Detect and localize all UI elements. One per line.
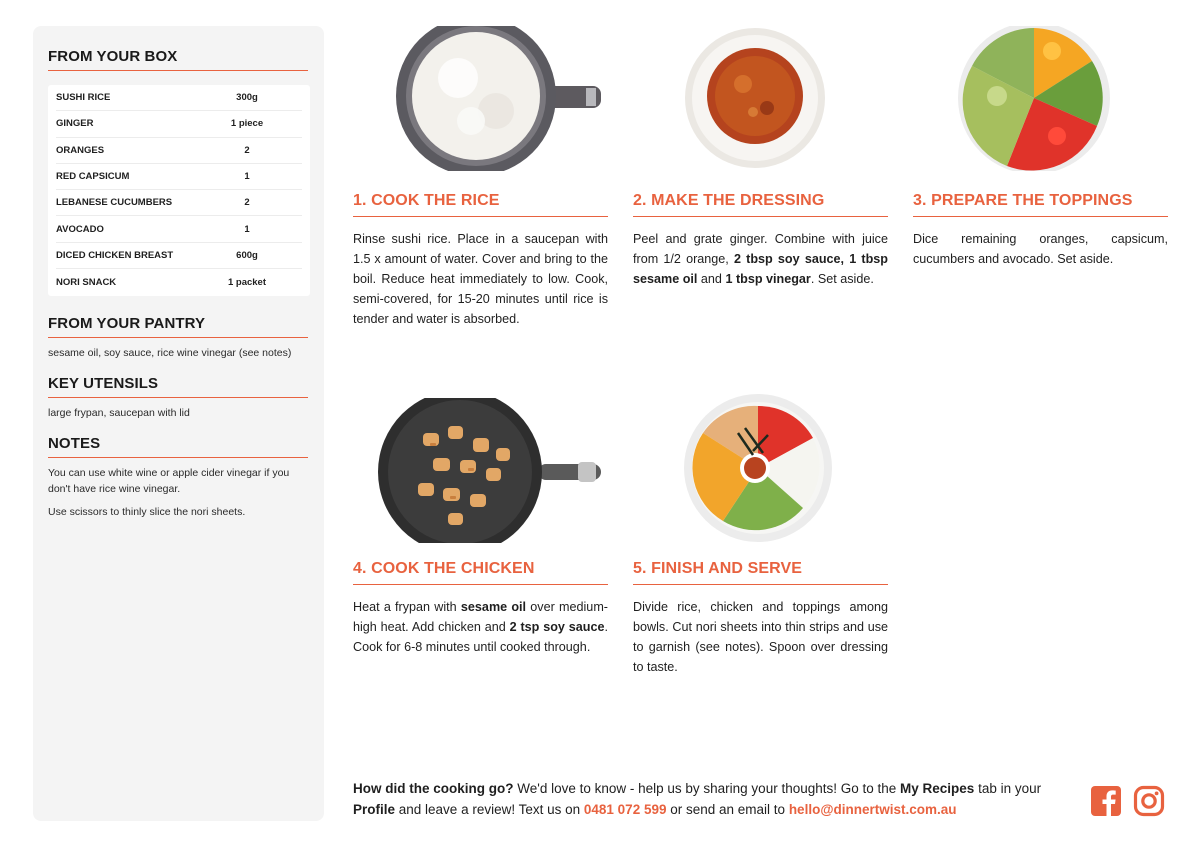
footer-text: or send an email to: [666, 802, 789, 817]
ingredient-name: AVOCADO: [56, 223, 104, 235]
note-item: Use scissors to thinly slice the nori sheets.: [48, 506, 246, 519]
step-text-run: Peel and grate ginger. Combine with juice from 1/2 orange,: [633, 232, 888, 266]
note-item: You can use white wine or apple cider vinegar if you don't have rice wine vinegar.: [48, 467, 290, 496]
ingredient-qty: 300g: [236, 92, 258, 104]
key-utensils-heading: KEY UTENSILS: [48, 375, 308, 398]
step-3: [913, 192, 1168, 269]
ingredient-name: NORI SNACK: [56, 277, 117, 289]
step-text-run: and: [697, 272, 726, 286]
step-1-title: 1. COOK THE RICE: [353, 192, 608, 217]
ingredient-name: DICED CHICKEN BREAST: [56, 249, 174, 261]
step-2: [633, 192, 888, 289]
table-row: [56, 138, 302, 164]
step-text-run: Divide rice, chicken and toppings among bowls. Cut nori sheets into thin strips and use to garnish (see notes). Spoon over dressing to taste.: [633, 600, 888, 674]
table-row: [56, 269, 302, 296]
ingredient-name: ORANGES: [56, 144, 105, 156]
step-4-text: [353, 597, 608, 657]
step-text-bold: 2 tsp soy sauce: [509, 620, 605, 634]
ingredient-qty: 2: [244, 144, 250, 156]
step-4: [353, 560, 608, 657]
chicken-frypan-photo: [378, 398, 601, 543]
rice-saucepan-photo: [396, 26, 601, 171]
ingredient-qty: 2: [244, 197, 250, 209]
finished-bowl-photo: [683, 393, 833, 543]
ingredient-qty: 1: [244, 223, 250, 235]
step-text-run: Heat a frypan with: [353, 600, 461, 614]
step-text-run: . Set aside.: [810, 272, 874, 286]
table-row: [56, 243, 302, 269]
step-5: [633, 560, 888, 677]
utensils-text: large frypan, saucepan with lid: [48, 407, 190, 420]
ingredient-name: RED CAPSICUM: [56, 171, 130, 183]
review-footer: [353, 778, 1073, 820]
from-your-box-heading: FROM YOUR BOX: [48, 48, 308, 71]
step-1: [353, 192, 608, 329]
ingredient-qty: 1: [244, 171, 250, 183]
step-text-run: over medium-high heat. Add chicken and: [353, 600, 608, 634]
dressing-bowl-photo: [683, 26, 828, 171]
email-link[interactable]: hello@dinnertwist.com.au: [788, 802, 957, 817]
table-row: [56, 216, 302, 242]
step-2-title: 2. MAKE THE DRESSING: [633, 192, 888, 217]
table-row: [56, 111, 302, 137]
footer-question: How did the cooking go?: [353, 781, 514, 796]
profile-link[interactable]: Profile: [353, 802, 396, 817]
ingredient-name: LEBANESE CUCUMBERS: [56, 197, 173, 209]
ingredients-sidebar: [33, 26, 324, 821]
step-3-title: 3. PREPARE THE TOPPINGS: [913, 192, 1168, 217]
table-row: [56, 164, 302, 190]
step-text-run: Dice remaining oranges, capsicum, cucumbers and avocado. Set aside.: [913, 232, 1168, 266]
my-recipes-link[interactable]: My Recipes: [900, 781, 975, 796]
ingredients-table: [48, 85, 310, 296]
phone-link[interactable]: 0481 072 599: [583, 802, 667, 817]
from-your-pantry-heading: FROM YOUR PANTRY: [48, 315, 308, 338]
table-row: [56, 85, 302, 111]
step-5-title: 5. FINISH AND SERVE: [633, 560, 888, 585]
ingredient-name: SUSHI RICE: [56, 92, 111, 104]
instagram-icon[interactable]: [1133, 785, 1165, 817]
ingredient-qty: 1 packet: [227, 277, 267, 289]
footer-text: We'd love to know - help us by sharing your thoughts! Go to the: [513, 781, 901, 796]
footer-text: and leave a review! Text us on: [395, 802, 584, 817]
table-row: [56, 190, 302, 216]
step-text-run: . Cook for 6-8 minutes until cooked through.: [353, 620, 608, 654]
notes-heading: NOTES: [48, 435, 308, 458]
ingredient-name: GINGER: [56, 118, 94, 130]
step-5-text: [633, 597, 888, 677]
facebook-icon[interactable]: [1090, 785, 1122, 817]
pantry-text: sesame oil, soy sauce, rice wine vinegar (see notes): [48, 347, 292, 360]
ingredient-qty: 1 piece: [230, 118, 264, 130]
step-2-text: [633, 229, 888, 289]
step-text-run: Rinse sushi rice. Place in a saucepan with 1.5 x amount of water. Cover and bring to the boil. Reduce heat immediately to low. Cook, semi-covered, for 15-20 minutes until rice is tender and water is absorbed.: [353, 232, 608, 326]
step-text-bold: 2 tbsp soy sauce, 1 tbsp sesame oil: [633, 252, 888, 286]
step-3-text: [913, 229, 1168, 269]
step-text-bold: sesame oil: [460, 600, 527, 614]
footer-text: tab in your: [974, 781, 1042, 796]
ingredient-qty: 600g: [236, 249, 258, 261]
step-1-text: [353, 229, 608, 329]
step-text-bold: 1 tbsp vinegar: [725, 272, 811, 286]
toppings-plate-photo: [957, 26, 1112, 171]
step-4-title: 4. COOK THE CHICKEN: [353, 560, 608, 585]
